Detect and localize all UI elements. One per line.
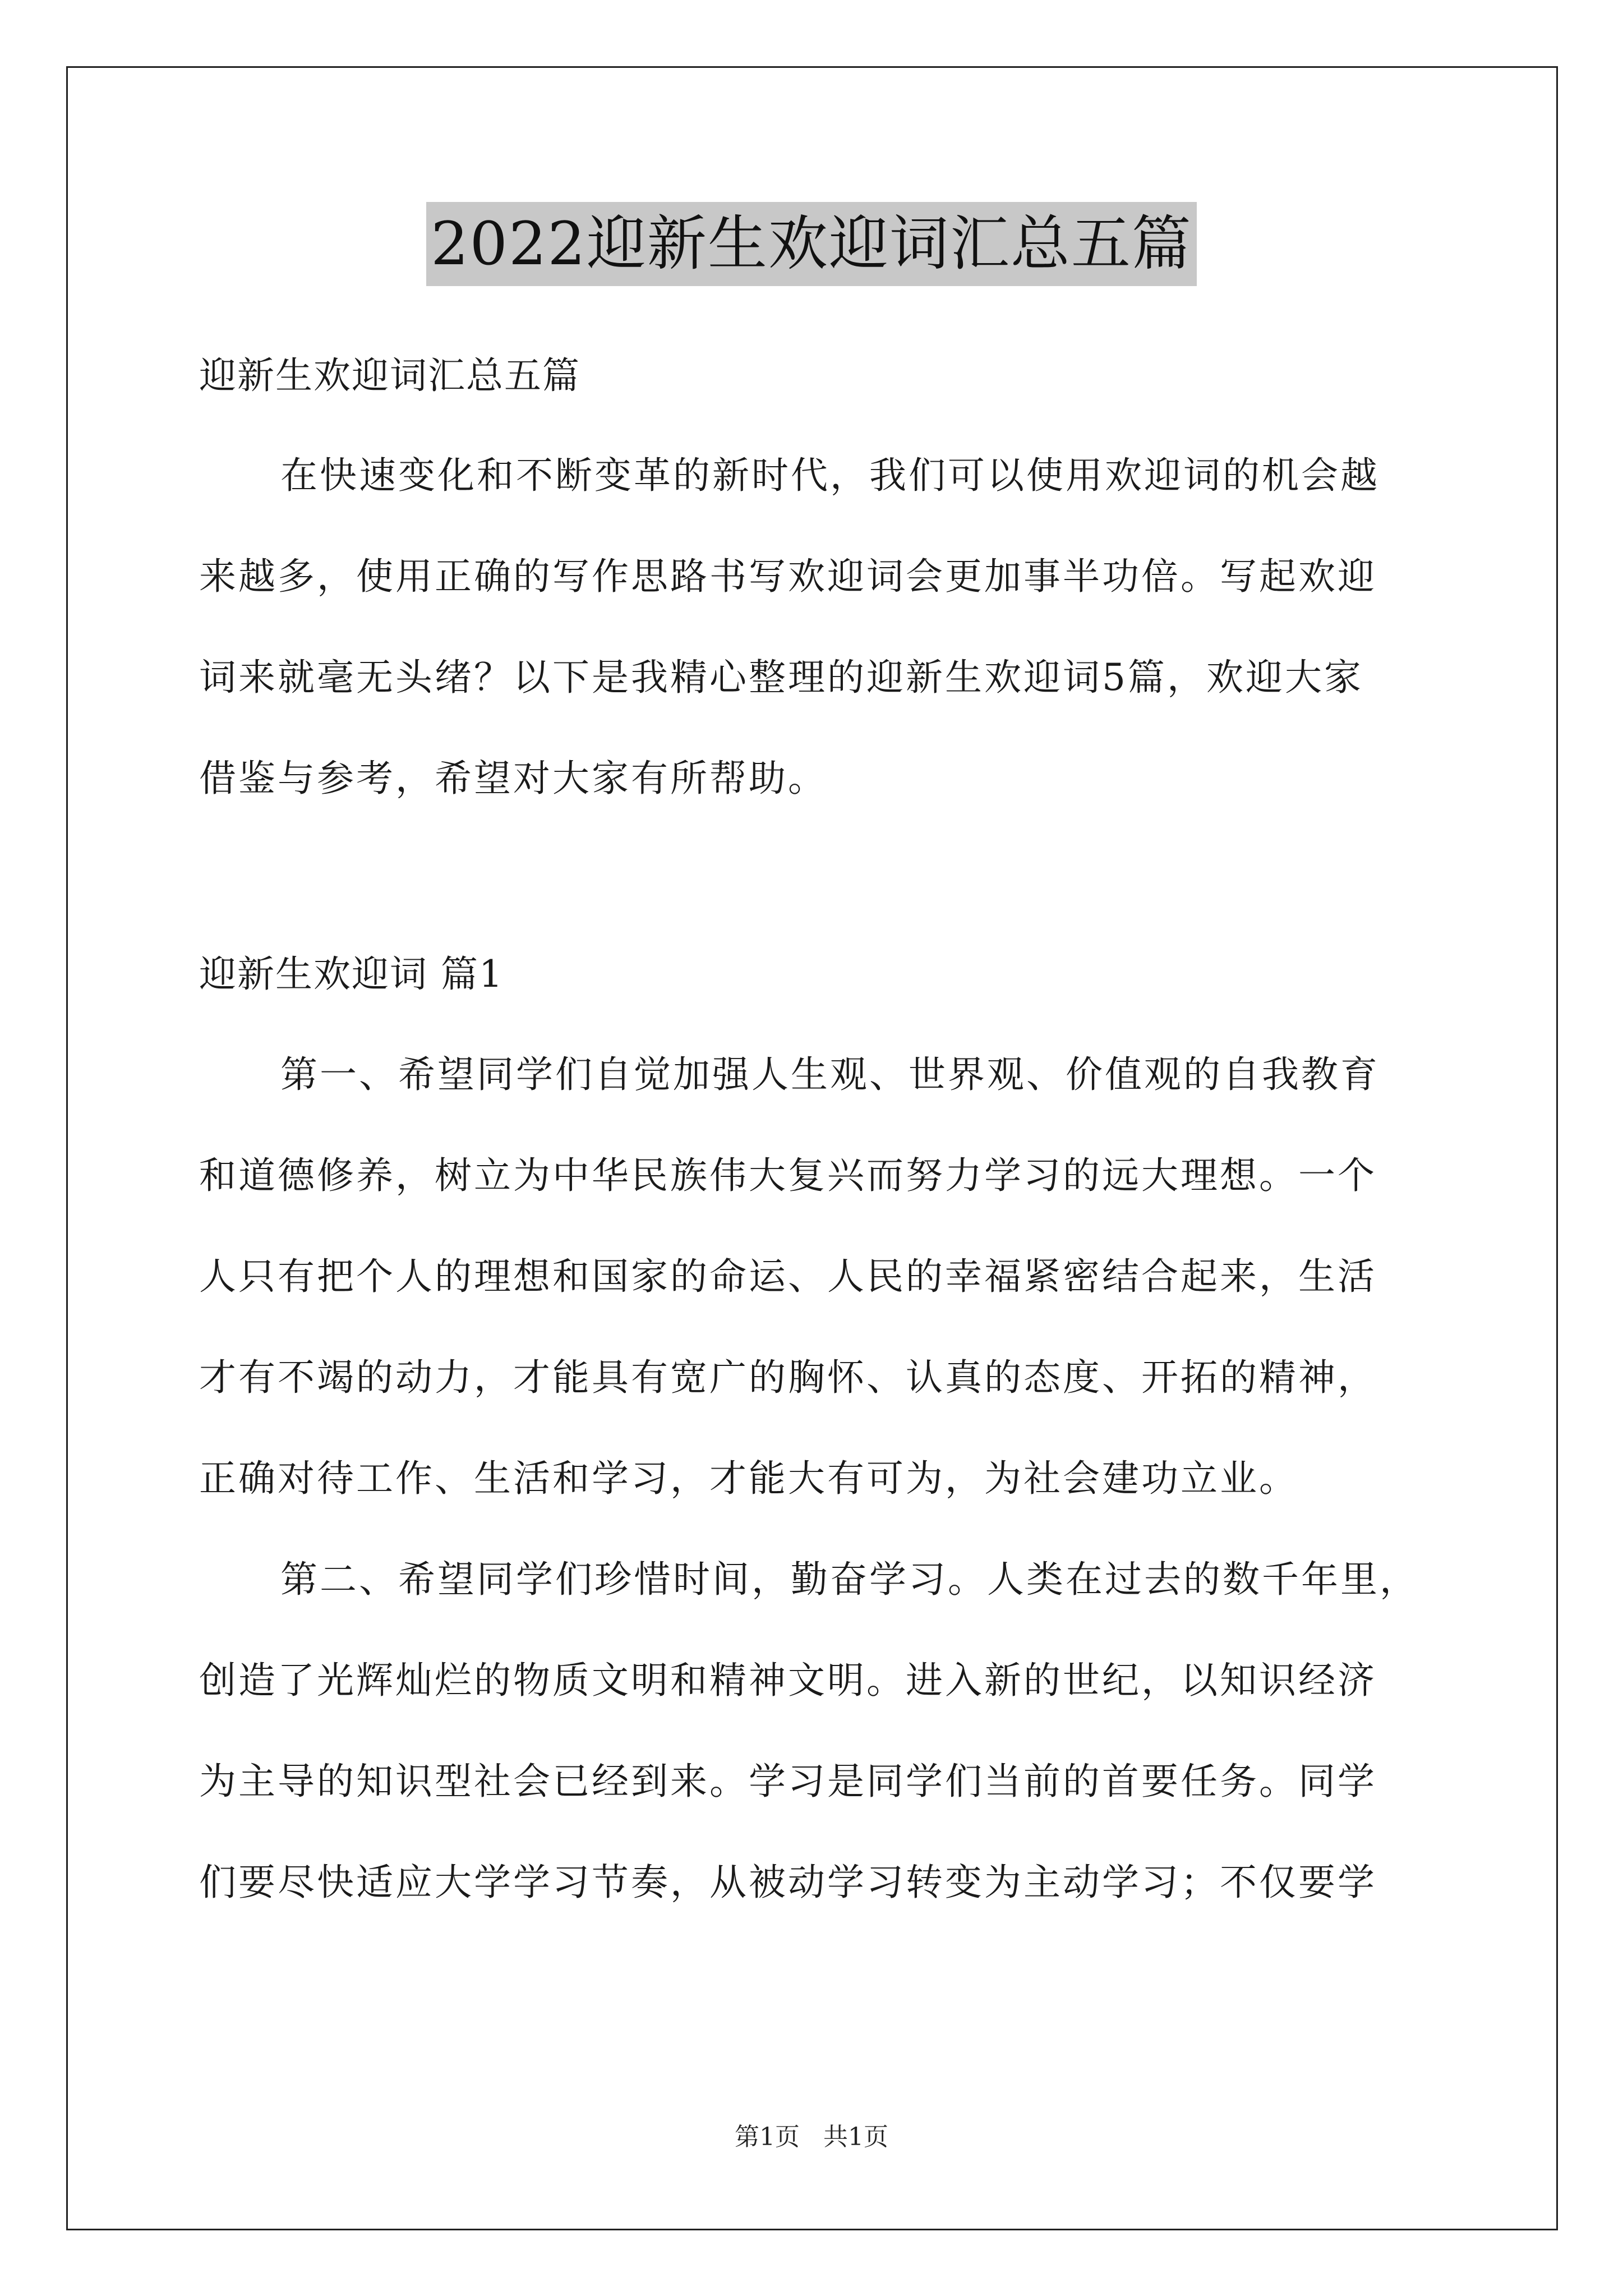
intro-line: 来越多，使用正确的写作思路书写欢迎词会更加事半功倍。写起欢迎 xyxy=(199,555,1377,598)
section-heading: 迎新生欢迎词 篇1 xyxy=(199,953,504,996)
paragraph-line: 们要尽快适应大学学习节奏，从被动学习转变为主动学习；不仅要学 xyxy=(199,1861,1377,1904)
title-container xyxy=(0,202,1623,286)
paragraph-line: 第二、希望同学们珍惜时间，勤奋学习。人类在过去的数千年里， xyxy=(280,1558,1419,1601)
page-total: 共1页 xyxy=(823,2123,888,2151)
section1-paragraph-1 xyxy=(199,1024,1433,1529)
paragraph-line: 才有不竭的动力，才能具有宽广的胸怀、认真的态度、开拓的精神， xyxy=(199,1356,1377,1399)
section1-paragraph-2 xyxy=(199,1529,1433,1933)
intro-line: 在快速变化和不断变革的新时代，我们可以使用欢迎词的机会越 xyxy=(280,454,1380,497)
intro-paragraph xyxy=(199,425,1433,829)
intro-line: 词来就毫无头绪？以下是我精心整理的迎新生欢迎词5篇，欢迎大家 xyxy=(199,656,1363,699)
paragraph-line: 第一、希望同学们自觉加强人生观、世界观、价值观的自我教育 xyxy=(280,1053,1380,1096)
paragraph-line: 和道德修养，树立为中华民族伟大复兴而努力学习的远大理想。一个 xyxy=(199,1154,1377,1197)
intro-line: 借鉴与参考，希望对大家有所帮助。 xyxy=(199,757,827,800)
page-number: 第1页 xyxy=(735,2123,800,2151)
page-footer xyxy=(0,2120,1623,2154)
paragraph-line: 正确对待工作、生活和学习，才能大有可为，为社会建功立业。 xyxy=(199,1457,1298,1500)
document-subtitle: 迎新生欢迎词汇总五篇 xyxy=(199,354,580,397)
paragraph-line: 人只有把个人的理想和国家的命运、人民的幸福紧密结合起来，生活 xyxy=(199,1255,1377,1298)
paragraph-line: 为主导的知识型社会已经到来。学习是同学们当前的首要任务。同学 xyxy=(199,1760,1377,1803)
document-title: 2022迎新生欢迎词汇总五篇 xyxy=(426,202,1197,286)
paragraph-line: 创造了光辉灿烂的物质文明和精神文明。进入新的世纪，以知识经济 xyxy=(199,1659,1377,1702)
